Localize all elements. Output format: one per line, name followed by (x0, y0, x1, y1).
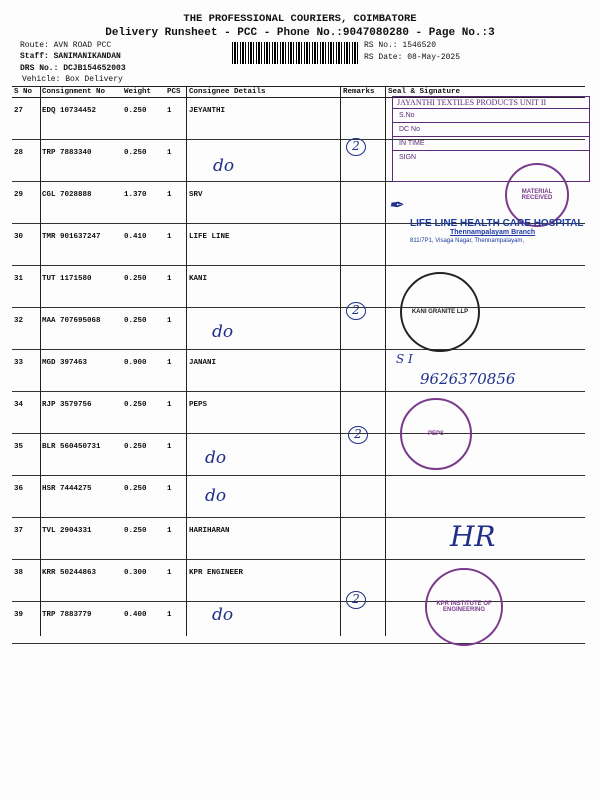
cell-weight: 0.400 (122, 602, 165, 644)
cell-cno: BLR 560450731 (40, 434, 122, 476)
cell-pcs: 1 (165, 98, 187, 140)
cell-cno: RJP 3579756 (40, 392, 122, 434)
cell-sno: 33 (12, 350, 40, 392)
cell-sno: 29 (12, 182, 40, 224)
rs-no-label: RS No.: 1546520 (364, 41, 437, 50)
route-label: Route: AVN ROAD PCC (20, 41, 112, 50)
col-sno: S No (12, 87, 40, 98)
table-row (12, 266, 585, 308)
cell-pcs: 1 (165, 476, 187, 518)
cell-remarks (341, 266, 386, 308)
cell-sno: 28 (12, 140, 40, 182)
cell-sno: 36 (12, 476, 40, 518)
cell-pcs: 1 (165, 140, 187, 182)
cell-weight: 0.250 (122, 308, 165, 350)
cell-cno: HSR 7444275 (40, 476, 122, 518)
peps-stamp: PEPS (400, 398, 472, 470)
signature-si: S I (396, 352, 413, 366)
cell-cno: CGL 7028888 (40, 182, 122, 224)
drs-label: DRS No.: DCJB154652003 (20, 64, 126, 73)
cell-cno: MGD 397463 (40, 350, 122, 392)
cell-weight: 0.250 (122, 518, 165, 560)
cell-consignee: KANI (187, 266, 341, 308)
ditto-mark: do (213, 156, 235, 176)
cell-consignee: PEPS (187, 392, 341, 434)
cell-cno: TRP 7883779 (40, 602, 122, 644)
hospital-stamp (410, 218, 590, 244)
cell-sno: 32 (12, 308, 40, 350)
company-title: THE PROFESSIONAL COURIERS, COIMBATORE (183, 13, 417, 25)
jayanthi-sno: S.No (393, 109, 589, 123)
remark-mark: 2 (346, 138, 366, 156)
ditto-mark: do (212, 605, 234, 625)
divider (385, 86, 386, 636)
cell-cno: TUT 1171580 (40, 266, 122, 308)
cell-sno: 31 (12, 266, 40, 308)
table-row (12, 518, 585, 560)
rs-date-label: RS Date: 08-May-2025 (364, 53, 461, 62)
cell-cno: KRR 50244863 (40, 560, 122, 602)
cell-weight: 0.250 (122, 266, 165, 308)
table-row (12, 476, 585, 518)
kani-granite-stamp: KANI GRANITE LLP (400, 272, 480, 352)
cell-consignee (187, 308, 341, 350)
cell-weight: 0.250 (122, 476, 165, 518)
col-consignee: Consignee Details (187, 87, 341, 98)
ditto-mark: do (212, 322, 234, 342)
ditto-mark: do (205, 448, 227, 468)
cell-pcs: 1 (165, 266, 187, 308)
cell-seal (386, 476, 585, 518)
cell-weight: 0.250 (122, 98, 165, 140)
cell-cno: MAA 707695068 (40, 308, 122, 350)
cell-pcs: 1 (165, 434, 187, 476)
cell-sno: 35 (12, 434, 40, 476)
cell-cno: TMR 901637247 (40, 224, 122, 266)
phone-handwritten: 9626370856 (420, 370, 516, 388)
jayanthi-time: IN TIME (393, 137, 589, 151)
cell-remarks (341, 476, 386, 518)
cell-consignee: KPR ENGINEER (187, 560, 341, 602)
divider (340, 86, 341, 636)
cell-cno: TRP 7883340 (40, 140, 122, 182)
table-row (12, 392, 585, 434)
signature-hr: HR (450, 520, 496, 553)
cell-cno: TVL 2904331 (40, 518, 122, 560)
cell-pcs: 1 (165, 224, 187, 266)
cell-sno: 39 (12, 602, 40, 644)
hospital-branch: Thennampalayam Branch (450, 229, 536, 236)
col-seal: Seal & Signature (386, 87, 585, 98)
signature-lifeline: ✒ (388, 195, 404, 216)
barcode (232, 42, 358, 64)
cell-pcs: 1 (165, 350, 187, 392)
cell-consignee: HARIHARAN (187, 518, 341, 560)
cell-remarks (341, 350, 386, 392)
divider (40, 86, 41, 636)
cell-consignee: LIFE LINE (187, 224, 341, 266)
cell-consignee: JANANI (187, 350, 341, 392)
remark-mark: 2 (348, 426, 368, 444)
col-pcs: PCS (165, 87, 187, 98)
hospital-name: LIFE LINE HEALTH CARE HOSPITAL (410, 218, 584, 229)
jayanthi-dcno: DC No (393, 123, 589, 137)
cell-sno: 30 (12, 224, 40, 266)
cell-remarks (341, 518, 386, 560)
cell-weight: 0.250 (122, 140, 165, 182)
jayanthi-sign: SIGN (399, 154, 417, 161)
runsheet-subtitle: Delivery Runsheet - PCC - Phone No.:9047080280 - Page No.:3 (105, 27, 495, 39)
cell-weight: 0.300 (122, 560, 165, 602)
cell-consignee (187, 140, 341, 182)
cell-weight: 0.250 (122, 392, 165, 434)
cell-pcs: 1 (165, 308, 187, 350)
cell-remarks (341, 98, 386, 140)
vehicle-label: Vehicle: Box Delivery (22, 75, 123, 84)
staff-label: Staff: SANIMANIKANDAN (20, 52, 121, 61)
cell-weight: 1.370 (122, 182, 165, 224)
cell-remarks (341, 182, 386, 224)
cell-sno: 37 (12, 518, 40, 560)
table-row (12, 308, 585, 350)
cell-pcs: 1 (165, 518, 187, 560)
cell-sno: 34 (12, 392, 40, 434)
cell-pcs: 1 (165, 560, 187, 602)
remark-mark: 2 (346, 591, 366, 609)
col-remarks: Remarks (341, 87, 386, 98)
cell-sno: 27 (12, 98, 40, 140)
jayanthi-title: JAYANTHI TEXTILES PRODUCTS UNIT II (393, 97, 589, 109)
cell-consignee: JEYANTHI (187, 98, 341, 140)
cell-consignee (187, 602, 341, 644)
cell-sno: 38 (12, 560, 40, 602)
divider (186, 86, 187, 636)
ditto-mark: do (205, 486, 227, 506)
jayanthi-stamp (392, 96, 590, 182)
col-weight: Weight (122, 87, 165, 98)
col-consignment: Consignment No (40, 87, 122, 98)
cell-weight: 0.250 (122, 434, 165, 476)
cell-cno: EDQ 10734452 (40, 98, 122, 140)
kpr-stamp: KPR INSTITUTE OF ENGINEERING (425, 568, 503, 646)
cell-remarks (341, 602, 386, 644)
table-row (12, 434, 585, 476)
cell-weight: 0.900 (122, 350, 165, 392)
remark-mark: 2 (346, 302, 366, 320)
cell-pcs: 1 (165, 602, 187, 644)
cell-pcs: 1 (165, 182, 187, 224)
cell-remarks (341, 224, 386, 266)
cell-pcs: 1 (165, 392, 187, 434)
cell-weight: 0.410 (122, 224, 165, 266)
cell-consignee: SRV (187, 182, 341, 224)
hospital-address: 811/7P1, Visaga Nagar, Thennampalayam, (410, 238, 525, 244)
material-received-stamp: MATERIAL RECEIVED (505, 163, 569, 227)
